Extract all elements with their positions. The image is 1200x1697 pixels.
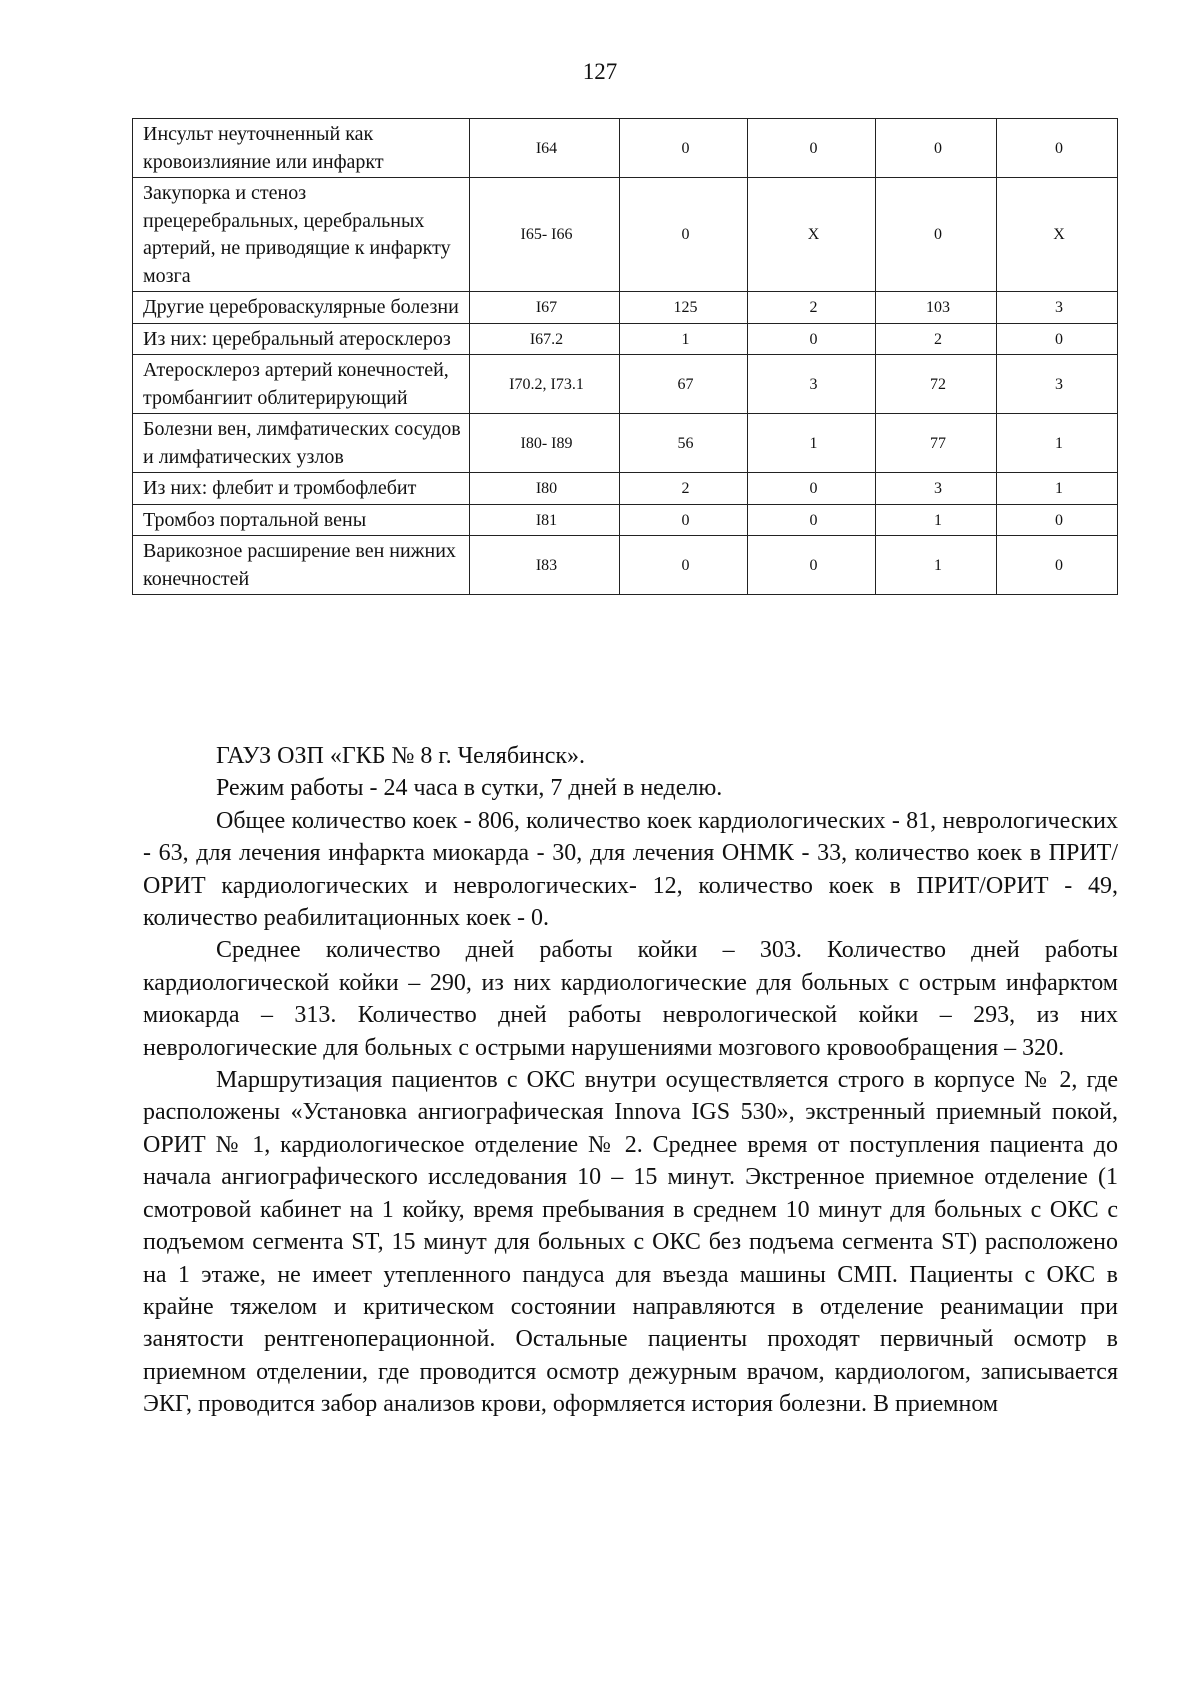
value-cell: X [748,178,876,292]
value-cell: 1 [748,414,876,473]
value-cell: 3 [876,473,997,505]
disease-name-cell: Из них: флебит и тромбофлебит [133,473,470,505]
icd-code-cell: I64 [470,119,620,178]
icd-code-cell: I70.2, I73.1 [470,355,620,414]
value-cell: 0 [997,504,1118,536]
body-text [143,740,1118,1421]
icd-code-cell: I65- I66 [470,178,620,292]
value-cell: 1 [997,414,1118,473]
table-row [133,473,1118,505]
disease-name-cell: Закупорка и стеноз прецеребральных, церебральных артерий, не приводящие к инфаркту мозга [133,178,470,292]
table-row [133,323,1118,355]
value-cell: 2 [748,292,876,324]
value-cell: 56 [620,414,748,473]
icd-code-cell: I81 [470,504,620,536]
disease-name-cell: Из них: церебральный атеросклероз [133,323,470,355]
disease-name-cell: Другие цереброваскулярные болезни [133,292,470,324]
disease-name-cell: Инсульт неуточненный как кровоизлияние или инфаркт [133,119,470,178]
value-cell: 0 [620,536,748,595]
value-cell: 1 [876,536,997,595]
disease-name-cell: Болезни вен, лимфатических сосудов и лимфатических узлов [133,414,470,473]
value-cell: 0 [997,536,1118,595]
value-cell: 0 [620,178,748,292]
paragraph: Общее количество коек - 806, количество коек кардиологических - 81, неврологических - 63, для лечения инфаркта миокарда - 30, для лечения ОНМК - 33, количество коек в ПРИТ/ОРИТ кардиологических и неврологических- 12, количество коек в ПРИТ/ОРИТ - 49, количество реабилитационных коек - 0. [143,807,1118,932]
value-cell: 103 [876,292,997,324]
icd-code-cell: I67.2 [470,323,620,355]
value-cell: 77 [876,414,997,473]
table-row [133,355,1118,414]
table-row [133,504,1118,536]
page-number: 127 [582,59,618,84]
value-cell: 0 [748,323,876,355]
icd-code-cell: I83 [470,536,620,595]
diseases-table [132,118,1118,595]
value-cell: 125 [620,292,748,324]
value-cell: 0 [997,119,1118,178]
table-row [133,119,1118,178]
icd-code-cell: I80- I89 [470,414,620,473]
value-cell: 0 [748,119,876,178]
table-row [133,178,1118,292]
disease-name-cell: Атеросклероз артерий конечностей, тромбангиит облитерирующий [133,355,470,414]
value-cell: 0 [748,473,876,505]
value-cell: 0 [748,536,876,595]
icd-code-cell: I67 [470,292,620,324]
icd-code-cell: I80 [470,473,620,505]
paragraph: ГАУЗ ОЗП «ГКБ № 8 г. Челябинск». [216,743,586,769]
value-cell: 2 [620,473,748,505]
disease-name-cell: Тромбоз портальной вены [133,504,470,536]
value-cell: X [997,178,1118,292]
table-row [133,536,1118,595]
value-cell: 3 [997,355,1118,414]
value-cell: 1 [620,323,748,355]
value-cell: 0 [876,178,997,292]
paragraph: Среднее количество дней работы койки – 303. Количество дней работы кардиологической койки – 290, из них кардиологические для больных с острым инфарктом миокарда – 313. Количество дней работы неврологической койки – 293, из них неврологические для больных с острыми нарушениями мозгового кровообращения – 320. [143,937,1118,1061]
value-cell: 1 [997,473,1118,505]
value-cell: 0 [620,504,748,536]
value-cell: 0 [620,119,748,178]
value-cell: 3 [748,355,876,414]
paragraph: Маршрутизация пациентов с ОКС внутри осуществляется строго в корпусе № 2, где расположены «Установка ангиографическая Innova IGS 530», экстренный приемный покой, ОРИТ № 1, кардиологическое отделение № 2. Среднее время от поступления пациента до начала ангиографического исследования 10 – 15 минут. Экстренное приемное отделение (1 смотровой кабинет на 1 койку, время пребывания в среднем 10 минут для больных с ОКС с подъемом сегмента ST, 15 минут для больных с ОКС без подъема сегмента ST) расположено на 1 этаже, не имеет утепленного пандуса для въезда машины СМП. Пациенты с ОКС в крайне тяжелом и критическом состоянии направляются в отделение реанимации при занятости рентгеноперационной. Остальные пациенты проходят первичный осмотр в приемном отделении, где проводится осмотр дежурным врачом, кардиологом, записывается ЭКГ, проводится забор анализов крови, оформляется история болезни. В приемном [143,1067,1118,1418]
value-cell: 72 [876,355,997,414]
value-cell: 67 [620,355,748,414]
disease-name-cell: Варикозное расширение вен нижних конечностей [133,536,470,595]
table-row [133,414,1118,473]
value-cell: 0 [876,119,997,178]
value-cell: 2 [876,323,997,355]
paragraph: Режим работы - 24 часа в сутки, 7 дней в неделю. [216,775,723,802]
value-cell: 3 [997,292,1118,324]
value-cell: 0 [748,504,876,536]
table-body [133,119,1118,595]
value-cell: 0 [997,323,1118,355]
table-row [133,292,1118,324]
value-cell: 1 [876,504,997,536]
